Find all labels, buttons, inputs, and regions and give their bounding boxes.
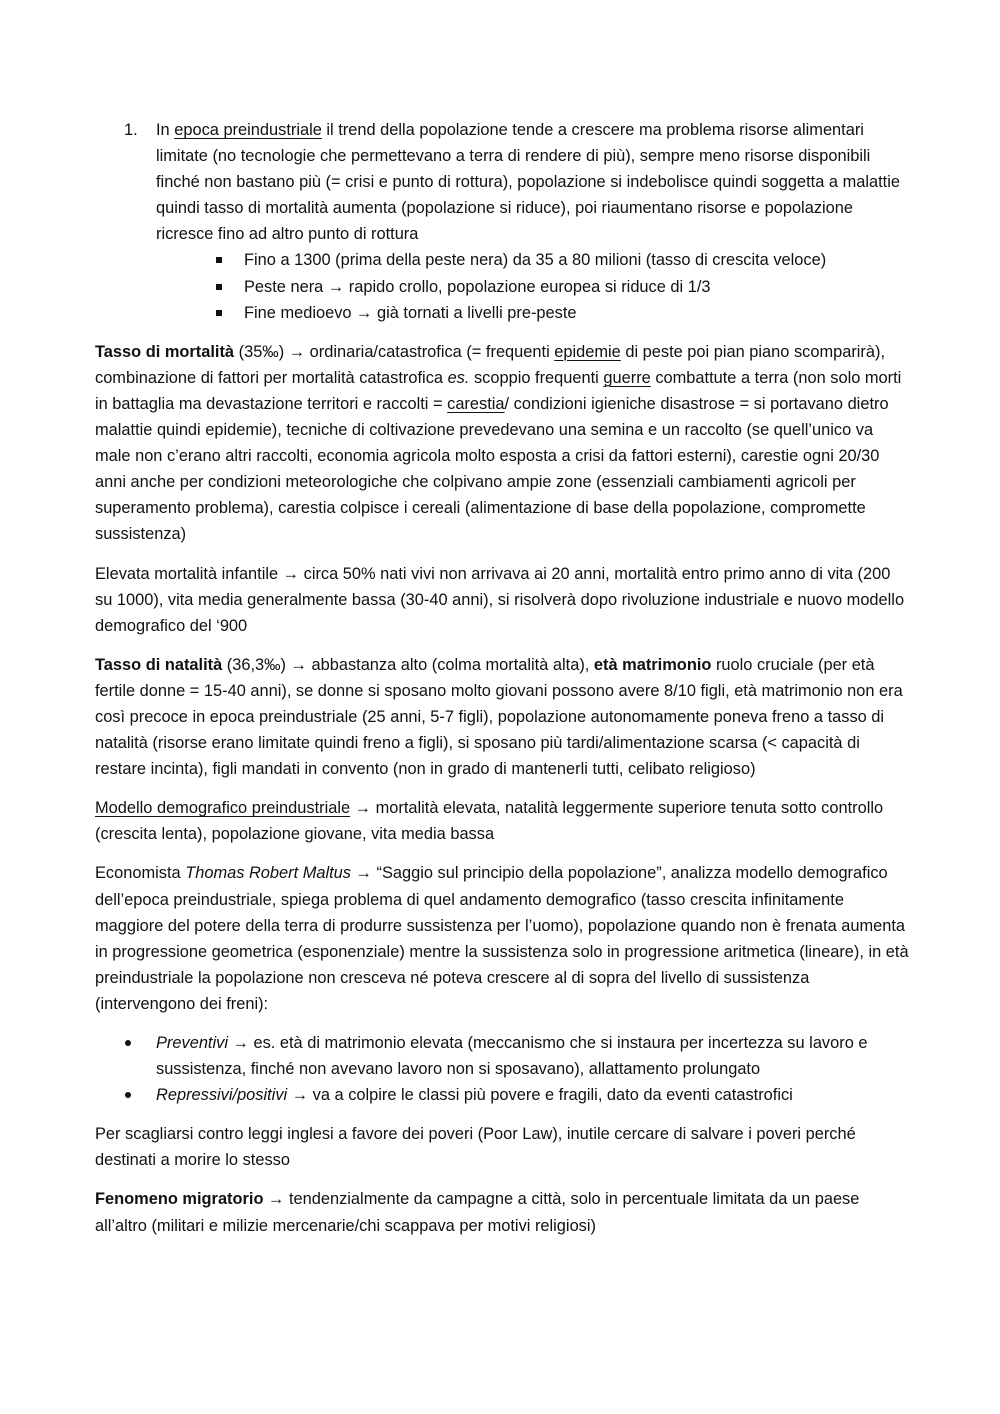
list-item-preindustrial: In epoca preindustriale il trend della popolazione tende a crescere ma problema risorse alimentari limitate (no tecnologie che permettevano a terra di rendere di più), sempre meno risorse disponibili finché non bastano più (= crisi e punto di rottura), popolazione si indebolisce quindi soggetta a malattie quindi tasso di mortalità aumenta (popolazione si riduce), poi riaumentano risorse e popolazione ricresce fino ad altro punto di rottura bbox=[156, 121, 900, 244]
model-title: Modello demografico preindustriale bbox=[95, 799, 351, 818]
migration-title: Fenomeno migratorio bbox=[95, 1190, 264, 1209]
mortality-paragraph: Tasso di mortalità (35‰) → ordinaria/catastrofica (= frequenti epidemie di peste poi pian piano scomparirà), combinazione di fattori per mortalità catastrofica es. scoppio frequenti guerre combattute a terra (non solo morti in battaglia ma devastazione territori e raccolti = carestia/ condizioni igieniche disastrose = si portavano dietro malattie quindi epidemie), tecniche di coltivazione prevedevano una semina e un raccolto (se quell’unico va male non c’erano altri raccolti, economia agricola molto esposta a crisi da fattori esterni), carestie ogni 20/30 anni anche per condizioni meteorologiche che colpivano ampie zone (essenziali cambiamenti agricoli per superamento problema), carestia colpisce i cereali (alimentazione di base della popolazione, compromette sussistenza) bbox=[95, 342, 902, 544]
underlined-term: epoca preindustriale bbox=[174, 121, 322, 139]
square-bullet-icon bbox=[216, 257, 222, 263]
document-page bbox=[95, 117, 910, 1252]
square-bullet-icon bbox=[216, 284, 222, 290]
sub-bullet-list bbox=[156, 247, 910, 325]
round-bullet-icon bbox=[125, 1092, 131, 1098]
malthus-paragraph: Economista Thomas Robert Maltus → “Saggio sul principio della popolazione”, analizza modello demografico dell’epoca preindustriale, spiega problema di quel andamento demografico (tasso crescita infinitamente maggiore del potere della terra di produrre sussistenza per l’uomo), popolazione quando non è frenata aumenta in progressione geometrica (esponenziale) mentre la sussistenza solo in progressione aritmetica (lineare), in età preindustriale la popolazione non cresceva né poteva crescere al di sopra del livello di sussistenza (intervengono dei freni): bbox=[95, 864, 909, 1013]
sub-bullet-item: Fino a 1300 (prima della peste nera) da 35 a 80 milioni (tasso di crescita veloce) bbox=[244, 247, 910, 273]
natality-title: Tasso di natalità bbox=[95, 655, 223, 674]
poor-law-paragraph: Per scagliarsi contro leggi inglesi a favore dei poveri (Poor Law), inutile cercare di salvare i poveri perché destinati a morire lo stesso bbox=[95, 1125, 856, 1170]
sub-bullet-item: Fine medioevo → già tornati a livelli pre-peste bbox=[244, 300, 910, 326]
malthus-name: Thomas Robert Maltus bbox=[185, 864, 351, 883]
natality-paragraph: Tasso di natalità (36,3‰) → abbastanza alto (colma mortalità alta), età matrimonio ruolo cruciale (per età fertile donne = 15-40 anni), se donne si sposano molto giovani possono avere 8/10 figli, età matrimonio non era così precoce in epoca preindustriale (25 anni, 5-7 figli), popolazione autonomamente poneva freno a tasso di natalità (risorse erano limitate quindi freno a figli), si sposano più tardi/alimentazione scarsa (< capacità di restare incinta), figli mandati in convento (non in grado di mantenerli tutti, celibato religioso) bbox=[95, 655, 903, 779]
infant-mortality-paragraph: Elevata mortalità infantile → circa 50% nati vivi non arrivava ai 20 anni, mortalità entro primo anno di vita (200 su 1000), vita media generalmente bassa (30-40 anni), si risolverà dopo rivoluzione industriale e nuovo modello demografico del ‘900 bbox=[95, 564, 905, 635]
sub-bullet-item: Peste nera → rapido crollo, popolazione europea si riduce di 1/3 bbox=[244, 274, 910, 300]
brake-item-repressive: Repressivi/positivi → va a colpire le classi più povere e fragili, dato da eventi catastrofici bbox=[156, 1082, 910, 1108]
brakes-list bbox=[95, 1030, 910, 1108]
migration-paragraph: Fenomeno migratorio → tendenzialmente da campagne a città, solo in percentuale limitata da un paese all’altro (militari e milizie mercenarie/chi scappava per motivi religiosi) bbox=[95, 1190, 860, 1235]
numbered-list bbox=[95, 117, 910, 326]
round-bullet-icon bbox=[125, 1040, 131, 1046]
mortality-title: Tasso di mortalità bbox=[95, 342, 235, 361]
model-paragraph: Modello demografico preindustriale → mortalità elevata, natalità leggermente superiore tenuta sotto controllo (crescita lenta), popolazione giovane, vita media bassa bbox=[95, 799, 884, 844]
list-number: 1. bbox=[124, 121, 138, 139]
brake-item-preventive: Preventivi → es. età di matrimonio elevata (meccanismo che si instaura per incertezza su lavoro e sussistenza, finché non avevano lavoro non si sposavano), allattamento prolungato bbox=[156, 1030, 910, 1082]
square-bullet-icon bbox=[216, 310, 222, 316]
